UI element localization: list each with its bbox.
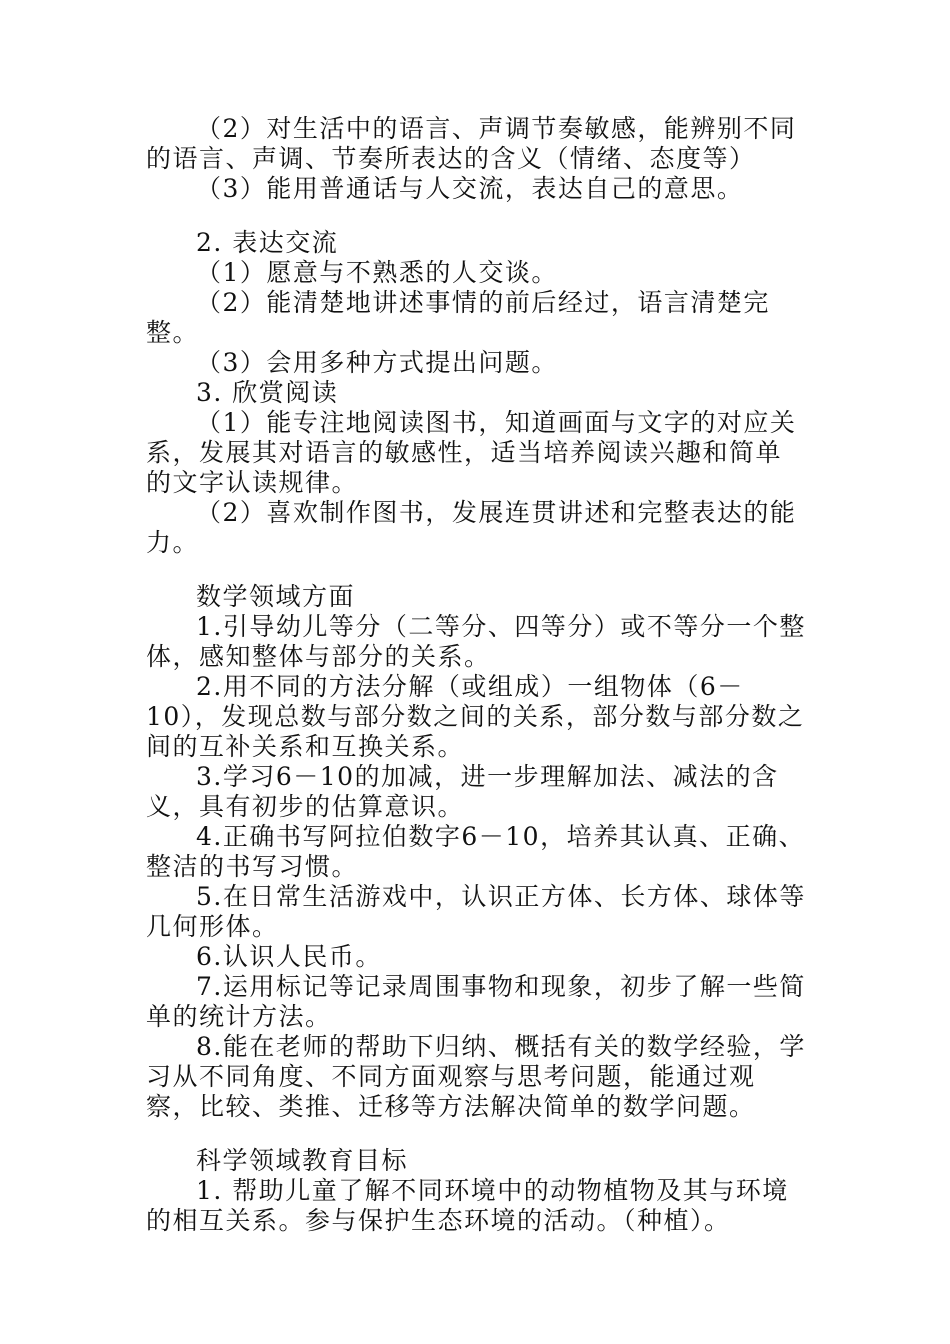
paragraph-reading-item-1: （1）能专注地阅读图书，知道画面与文字的对应关系，发展其对语言的敏感性，适当培养阅读兴趣和简单的文字认读规律。 [146,408,797,497]
section-gap [146,204,806,228]
paragraph-math-item-3: 3.学习6－10的加减，进一步理解加法、减法的含义，具有初步的估算意识。 [146,762,779,821]
heading-math: 数学领域方面 [196,582,356,611]
paragraph-math-item-5: 5.在日常生活游戏中，认识正方体、长方体、球体等几何形体。 [146,882,806,941]
paragraph-language-item-2: （2）对生活中的语言、声调节奏敏感，能辨别不同的语言、声调、节奏所表达的含义（情绪、态度等） [146,114,797,173]
paragraph-math-item-2: 2.用不同的方法分解（或组成）一组物体（6－10），发现总数与部分数之间的关系，部分数与部分数之间的互补关系和互换关系。 [146,672,805,761]
paragraph-expression-item-2: （2）能清楚地讲述事情的前后经过，语言清楚完整。 [146,288,770,347]
heading-expression: 2. 表达交流 [196,228,339,257]
paragraph-expression-item-1: （1）愿意与不熟悉的人交谈。 [196,258,558,287]
paragraph-math-item-1: 1.引导幼儿等分（二等分、四等分）或不等分一个整体，感知整体与部分的关系。 [146,612,806,671]
section-gap [146,1122,806,1146]
section-gap [146,558,806,582]
heading-science: 科学领域教育目标 [196,1146,409,1175]
heading-reading: 3. 欣赏阅读 [196,378,339,407]
paragraph-math-item-7: 7.运用标记等记录周围事物和现象，初步了解一些简单的统计方法。 [146,972,806,1031]
paragraph-expression-item-3: （3）会用多种方式提出问题。 [196,348,558,377]
paragraph-language-item-3: （3）能用普通话与人交流，表达自己的意思。 [196,174,744,203]
paragraph-math-item-6: 6.认识人民币。 [196,942,382,971]
paragraph-math-item-4: 4.正确书写阿拉伯数字6－10，培养其认真、正确、整洁的书写习惯。 [146,822,806,881]
paragraph-science-item-1: 1. 帮助儿童了解不同环境中的动物植物及其与环境的相互关系。参与保护生态环境的活动。（种植）。 [146,1176,789,1235]
paragraph-math-item-8: 8.能在老师的帮助下归纳、概括有关的数学经验，学习从不同角度、不同方面观察与思考问题，能通过观察，比较、类推、迁移等方法解决简单的数学问题。 [146,1032,806,1121]
document-page [146,114,806,1236]
paragraph-reading-item-2: （2）喜欢制作图书，发展连贯讲述和完整表达的能力。 [146,498,797,557]
